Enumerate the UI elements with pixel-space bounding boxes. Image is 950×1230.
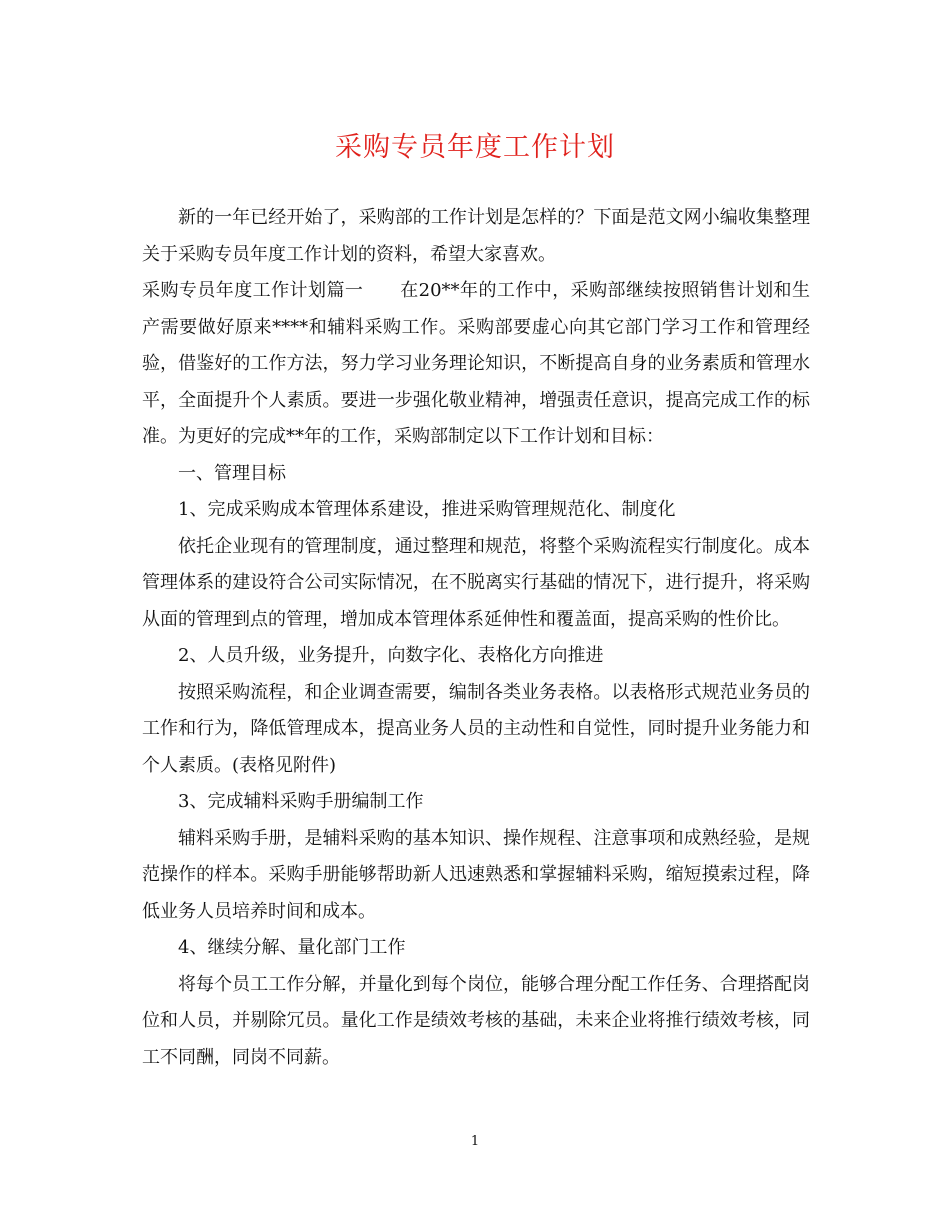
goal-2-paragraph: 按照采购流程，和企业调查需要，编制各类业务表格。以表格形式规范业务员的工作和行为，降低管理成本，提高业务人员的主动性和自觉性，同时提升业务能力和个人素质。(表格见附件) [142, 681, 810, 776]
document-title: 采购专员年度工作计划 [335, 132, 615, 163]
page-number: 1 [470, 1134, 480, 1149]
goal-4-heading: 4、继续分解、量化部门工作 [178, 937, 406, 958]
intro-paragraph: 新的一年已经开始了，采购部的工作计划是怎样的？下面是范文网小编收集整理关于采购专员年度工作计划的资料，希望大家喜欢。 [142, 207, 810, 265]
goal-3-paragraph: 辅料采购手册，是辅料采购的基本知识、操作规程、注意事项和成熟经验，是规范操作的样本。采购手册能够帮助新人迅速熟悉和掌握辅料采购，缩短摸索过程，降低业务人员培养时间和成本。 [142, 827, 810, 922]
goal-1-heading: 1、完成采购成本管理体系建设，推进采购管理规范化、制度化 [178, 499, 676, 520]
goal-4-paragraph: 将每个员工工作分解，并量化到每个岗位，能够合理分配工作任务、合理搭配岗位和人员，并剔除冗员。量化工作是绩效考核的基础，未来企业将推行绩效考核，同工不同酬，同岗不同薪。 [142, 973, 810, 1068]
document-body [142, 200, 810, 1076]
section-heading-management-goals: 一、管理目标 [178, 462, 286, 484]
goal-1-paragraph: 依托企业现有的管理制度，通过整理和规范，将整个采购流程实行制度化。成本管理体系的建设符合公司实际情况，在不脱离实行基础的情况下，进行提升，将采购从面的管理到点的管理，增加成本管理体系延伸性和覆盖面，提高采购的性价比。 [142, 535, 810, 630]
plan-overview-paragraph: 采购专员年度工作计划篇一 在20**年的工作中，采购部继续按照销售计划和生产需要做好原来****和辅料采购工作。采购部要虚心向其它部门学习工作和管理经验，借鉴好的工作方法，努力学习业务理论知识，不断提高自身的业务素质和管理水平，全面提升个人素质。要进一步强化敬业精神，增强责任意识，提高完成工作的标准。为更好的完成**年的工作，采购部制定以下工作计划和目标： [142, 280, 810, 447]
goal-2-heading: 2、人员升级，业务提升，向数字化、表格化方向推进 [178, 645, 604, 666]
goal-3-heading: 3、完成辅料采购手册编制工作 [178, 791, 424, 812]
